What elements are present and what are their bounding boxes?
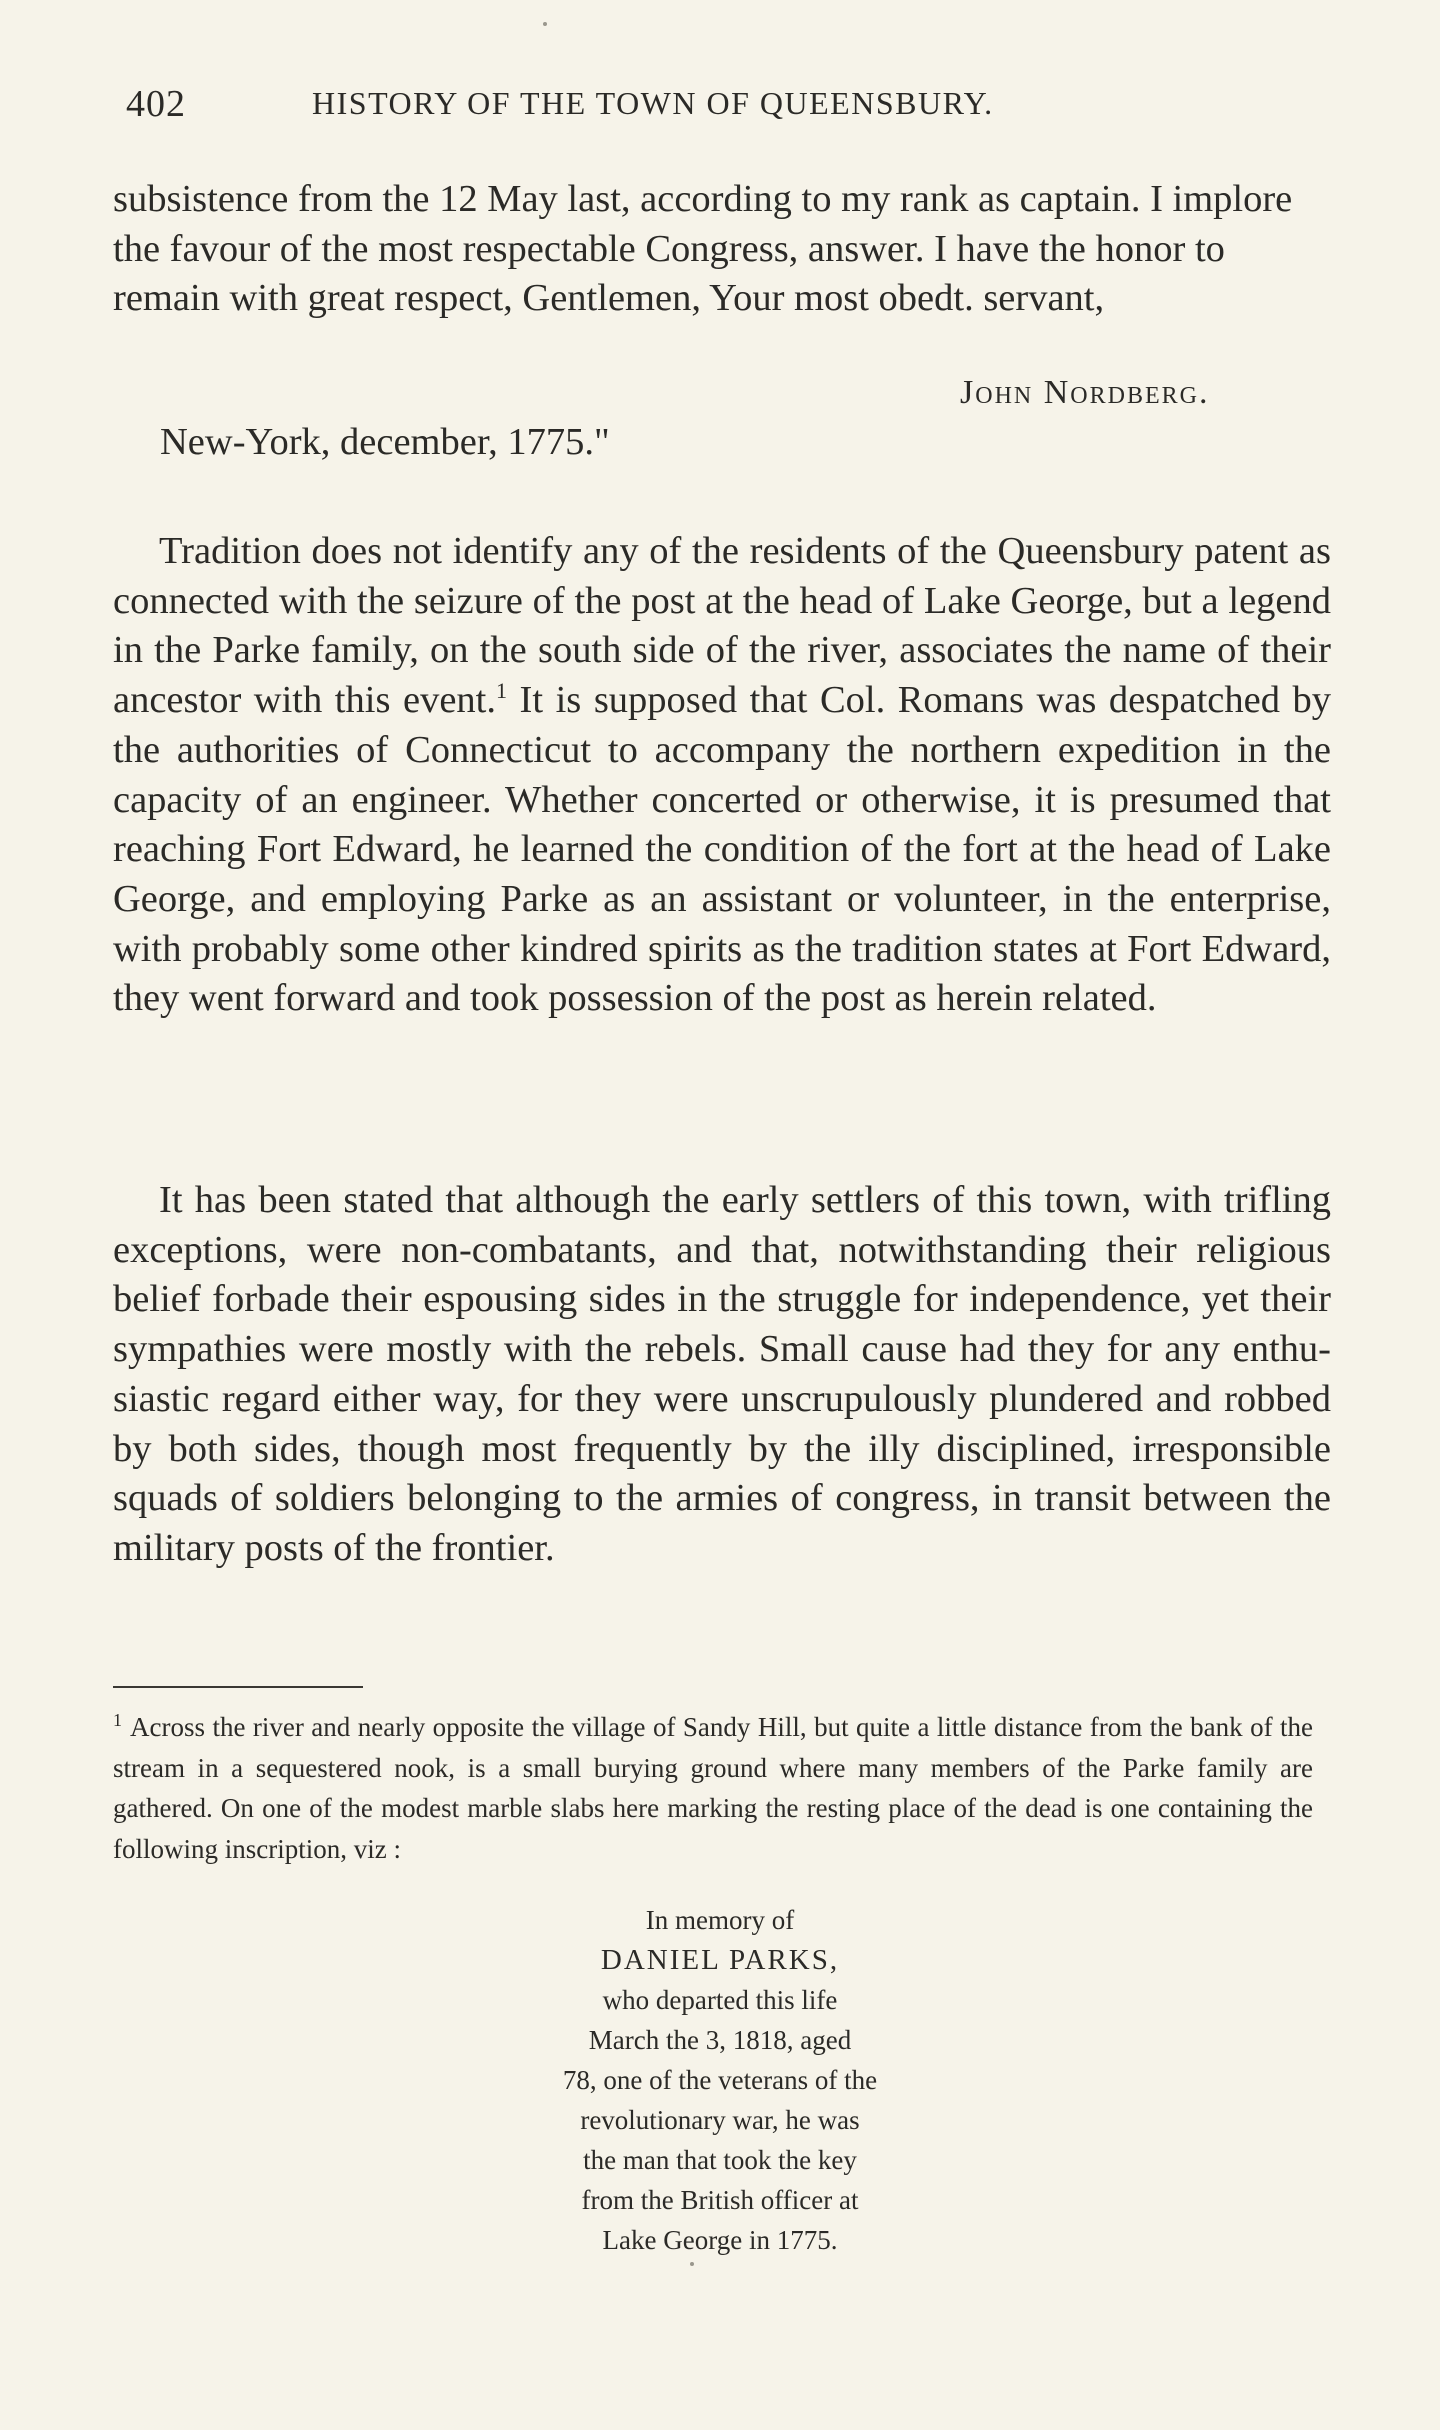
epitaph-line: the man that took the key (583, 2145, 857, 2175)
epitaph-line: revolutionary war, he was (580, 2105, 860, 2135)
letter-dateline: New-York, december, 1775." (160, 421, 610, 463)
epitaph-line: DANIEL PARKS, (600, 1944, 840, 1976)
footnote-reference: 1 (495, 678, 507, 704)
running-title: HISTORY OF THE TOWN OF QUEENSBURY. (312, 85, 994, 121)
paragraph-tradition-text: Tradition does not identify any of the residents of the Queensbury patent as connected with the seizure of the post at the head of Lake George, but a legend in the Parke family, on the south side of the river, associates the name of their ancestor with this event. (113, 530, 1331, 722)
footnote-text: Across the river and nearly opposite the village of Sandy Hill, but quite a little distance from the bank of the stream in a sequestered nook, is a small burying ground where many members of the Parke family are gathered. On one of the modest marble slabs here marking the resting place of the dead is one containing the following inscription, viz : (113, 1712, 1313, 1864)
epitaph-line: Lake George in 1775. (602, 2225, 838, 2255)
epitaph-line: from the British officer at (581, 2185, 859, 2215)
epitaph-line: who departed this life (602, 1985, 838, 2015)
epitaph-line: 78, one of the veterans of the (562, 2065, 878, 2095)
letter-signature: John Nordberg. (960, 374, 1210, 411)
page-number: 402 (126, 83, 186, 125)
footnote-mark: 1 (113, 1710, 122, 1730)
epitaph-inscription (420, 1900, 1020, 2260)
footnote-divider (113, 1686, 363, 1688)
paper-speck (690, 2262, 694, 2266)
epitaph-line: March the 3, 1818, aged (588, 2025, 852, 2055)
footnote (113, 1700, 1313, 1869)
paragraph-tradition (113, 527, 1331, 1024)
page-header (126, 82, 1126, 142)
paragraph-tradition-continued: It is supposed that Col. Romans was despatched by the authorities of Connecticut to accompany the northern expedition in the capacity of an engineer. Whether concerted or otherwise, it is presumed that reaching Fort Edward, he learned the condition of the fort at the head of Lake George, and employing Parke as an assistant or volunteer, in the enterprise, with probably some other kindred spirits as the tradition states at Fort Edward, they went forward and took possession of the post as herein related. (113, 679, 1331, 1020)
paragraph-settlers: It has been stated that although the early settlers of this town, with trifling exceptions, were non-combatants, and that, notwithstanding their religious belief forbade their espousing sides in the struggle for independence, yet their sympathies were mostly with the rebels. Small cause had they for any enthusiastic regard either way, for they were unscrupulously plundered and robbed by both sides, though most frequently by the illy disciplined, irresponsible squads of soldiers belonging to the armies of congress, in transit between the military posts of the frontier. (113, 1179, 1331, 1569)
epitaph-line: In memory of (645, 1905, 795, 1935)
letter-closing-text: subsistence from the 12 May last, according to my rank as captain. I implore the favour of the most respectable Congress, answer. I have the honor to remain with great respect, Gentlemen, Your most obedt. servant, (113, 178, 1293, 320)
paper-speck (543, 22, 547, 26)
